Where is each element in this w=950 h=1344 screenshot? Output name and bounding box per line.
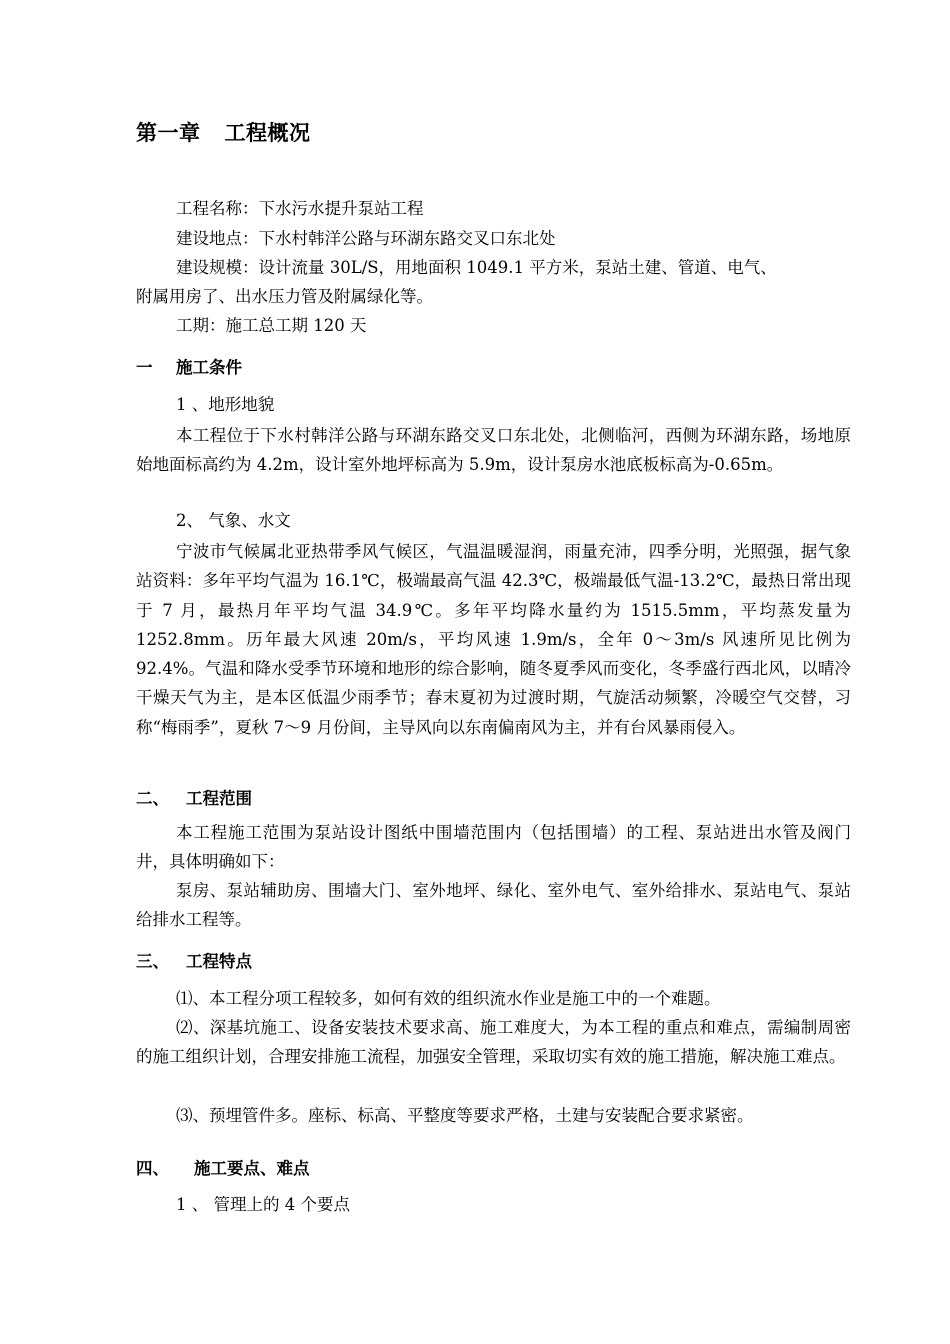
project-name: 工程名称：下水污水提升泵站工程 — [176, 199, 424, 218]
section-4-title: 施工要点、难点 — [194, 1159, 310, 1178]
section-1-sub-2: 2、 气象、水文 — [176, 511, 291, 530]
project-location: 建设地点：下水村韩洋公路与环湖东路交叉口东北处 — [176, 229, 556, 248]
section-2-paragraph-2: 泵房、泵站辅助房、围墙大门、室外地坪、绿化、室外电气、室外给排水、泵站电气、泵站给排水工程等。 — [136, 881, 851, 930]
section-3-heading — [136, 948, 252, 972]
project-scale-line-1: 建设规模：设计流量 30L/S，用地面积 1049.1 平方米，泵站土建、管道、电气、 — [176, 258, 777, 277]
section-3-title: 工程特点 — [186, 952, 252, 971]
section-2-paragraph-1: 本工程施工范围为泵站设计图纸中围墙范围内（包括围墙）的工程、泵站进出水管及阀门井，具体明确如下： — [136, 823, 851, 872]
chapter-title: 工程概况 — [224, 121, 311, 145]
section-1-paragraph-1: 本工程位于下水村韩洋公路与环湖东路交叉口东北处，北侧临河，西侧为环湖东路，场地原始地面标高约为 4.2m，设计室外地坪标高为 5.9m，设计泵房水池底板标高为-0.65m。 — [136, 426, 851, 475]
project-scale-line-2: 附属用房了、出水压力管及附属绿化等。 — [136, 287, 433, 306]
section-4-heading — [136, 1155, 310, 1179]
section-3-paragraph-2: ⑵、深基坑施工、设备安装技术要求高、施工难度大，为本工程的重点和难点，需编制周密的施工组织计划，合理安排施工流程，加强安全管理，采取切实有效的施工措施，解决施工难点。 — [136, 1018, 851, 1067]
section-4-sub-1: 1 、 管理上的 4 个要点 — [176, 1195, 350, 1214]
section-3-paragraph-1: ⑴、本工程分项工程较多，如何有效的组织流水作业是施工中的一个难题。 — [176, 989, 721, 1008]
section-1-number: 一 — [136, 358, 153, 377]
section-2-heading — [136, 785, 252, 809]
section-1-paragraph-2: 宁波市气候属北亚热带季风气候区，气温温暖湿润，雨量充沛，四季分明，光照强，据气象站资料：多年平均气温为 16.1℃，极端最高气温 42.3℃，极端最低气温-13.2℃，最热日常出现于 7 月，最热月年平均气温 34.9℃。多年平均降水量约为 1515.5mm，平均蒸发量为 1252.8mm。历年最大风速 20m/s，平均风速 1.9m/s，全年 0～3m/s 风速所见比例为 92.4%。气温和降水受季节环境和地形的综合影响，随冬夏季风而变化，冬季盛行西北风，以晴冷干燥天气为主，是本区低温少雨季节；春末夏初为过渡时期，气旋活动频繁，冷暖空气交替，习称“梅雨季”，夏秋 7～9 月份间，主导风向以东南偏南风为主，并有台风暴雨侵入。 — [136, 542, 851, 737]
section-2-title: 工程范围 — [186, 789, 252, 808]
section-3-number: 三、 — [136, 952, 169, 971]
chapter-heading — [136, 117, 311, 147]
project-period: 工期：施工总工期 120 天 — [176, 316, 367, 335]
section-1-heading — [136, 354, 242, 378]
section-3-paragraph-3: ⑶、预埋管件多。座标、标高、平整度等要求严格，土建与安装配合要求紧密。 — [176, 1106, 754, 1125]
section-4-number: 四、 — [136, 1159, 169, 1178]
section-1-sub-1: 1 、地形地貌 — [176, 395, 275, 414]
section-2-number: 二、 — [136, 789, 169, 808]
section-1-title: 施工条件 — [176, 358, 242, 377]
chapter-number: 第一章 — [136, 121, 201, 145]
